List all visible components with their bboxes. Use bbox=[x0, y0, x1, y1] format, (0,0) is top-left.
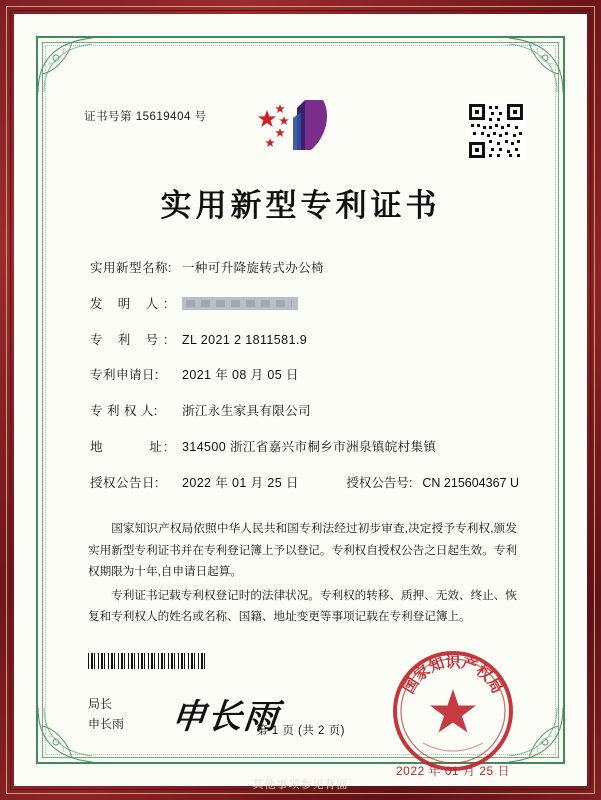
field-label-patentee: 专 利 权 人: bbox=[90, 404, 158, 418]
redacted-bar bbox=[182, 297, 298, 310]
field-label-grant-date: 授权公告日: bbox=[90, 475, 159, 490]
field-value-patent-number: ZL 2021 2 1811581.9 bbox=[182, 332, 308, 347]
certificate-paper bbox=[14, 14, 587, 786]
seal-date: 2022 年 01 月 25 日 bbox=[395, 764, 511, 779]
field-label-inventor: 发 明 人: bbox=[90, 296, 168, 311]
field-row-patentee bbox=[90, 402, 519, 421]
field-label-patent-number: 专 利 号: bbox=[90, 332, 168, 347]
back-note: 其他事项参见背面 bbox=[252, 779, 349, 791]
field-row-utility-model-name bbox=[90, 259, 519, 278]
barcode-icon bbox=[88, 653, 206, 669]
field-label-address: 地 址: bbox=[90, 439, 168, 454]
field-row-grant bbox=[90, 474, 519, 493]
page-title: 实用新型专利证书 bbox=[160, 188, 441, 224]
field-label-utility-model-name: 实用新型名称: bbox=[90, 261, 172, 275]
field-value-utility-model-name: 一种可升降旋转式办公椅 bbox=[182, 261, 324, 275]
field-label-grant-number: 授权公告号: bbox=[346, 475, 413, 490]
legal-text-block bbox=[88, 518, 517, 627]
field-value-application-date: 2021 年 08 月 05 日 bbox=[182, 368, 299, 383]
qr-code-icon bbox=[467, 102, 525, 165]
field-value-grant-number: CN 215604367 U bbox=[422, 475, 519, 490]
svg-text:国家知识产权局: 国家知识产权局 bbox=[399, 653, 507, 698]
field-row-address bbox=[90, 438, 519, 457]
legal-paragraph-1: 国家知识产权局依照中华人民共和国专利法经过初步审查,决定授予专利权,颁发实用新型专利证书并在专利登记簿上予以登记。专利权自授权公告之日起生效。专利权期限为十年,自申请日起算。 bbox=[88, 522, 517, 579]
director-title: 局长 bbox=[88, 697, 113, 712]
grant-number-group bbox=[346, 474, 519, 493]
field-row-patent-number bbox=[90, 331, 519, 350]
official-seal-icon bbox=[389, 647, 517, 775]
certificate-content bbox=[60, 56, 541, 779]
page-number: 第 1 页 (共 2 页) bbox=[256, 725, 345, 737]
field-label-application-date: 专利申请日: bbox=[90, 368, 159, 383]
field-row-application-date bbox=[90, 366, 519, 385]
certificate-number: 证书号第 15619404 号 bbox=[84, 111, 207, 123]
field-value-patentee: 浙江永生家具有限公司 bbox=[182, 404, 312, 418]
signature-area bbox=[60, 653, 541, 781]
field-value-grant-date: 2022 年 01 月 25 日 bbox=[182, 475, 299, 490]
director-name: 申长雨 bbox=[88, 716, 125, 731]
certificate-header bbox=[60, 56, 541, 140]
fields-block bbox=[60, 259, 541, 492]
handwritten-signature: 申长雨 bbox=[169, 697, 282, 738]
cnipa-logo-icon bbox=[253, 94, 349, 158]
legal-paragraph-2: 专利证书记载专利权登记时的法律状况。专利权的转移、质押、无效、终止、恢复和专利权人的姓名或名称、国籍、地址变更等事项记载在专利登记簿上。 bbox=[88, 588, 517, 623]
field-value-inventor bbox=[182, 295, 519, 314]
field-value-address: 314500 浙江省嘉兴市桐乡市洲泉镇皖村集镇 bbox=[182, 439, 437, 454]
field-row-inventor bbox=[90, 295, 519, 314]
